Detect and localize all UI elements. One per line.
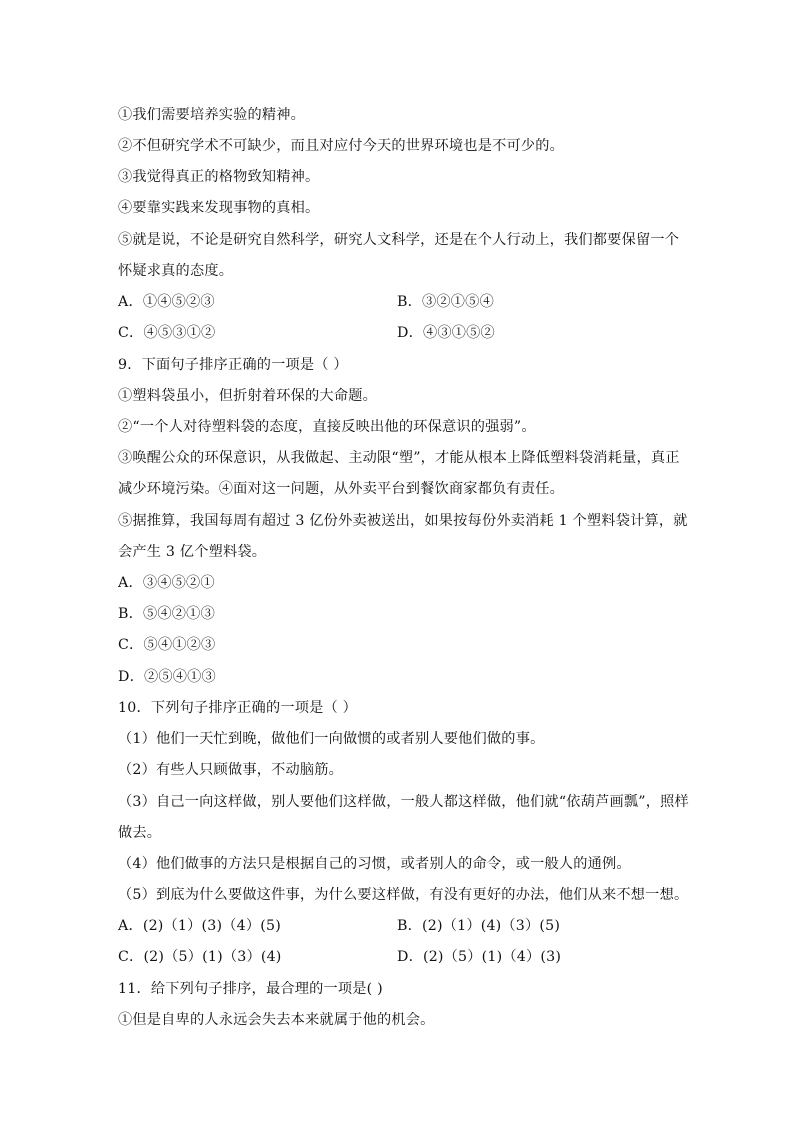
q9-sentence-2: ②“一个人对待塑料袋的态度，直接反映出他的环保意识的强弱”。 (118, 419, 536, 435)
q9-option-a[interactable]: A．③④⑤②① (118, 575, 215, 591)
q10-option-d[interactable]: D．(2)（5）(1)（4）(3) (397, 949, 562, 965)
q8-option-b[interactable]: B．③②①⑤④ (397, 294, 494, 310)
q10-sentence-4: （4）他们做事的方法只是根据自己的习惯，或者别人的命令，或一般人的通例。 (118, 856, 631, 872)
q8-sentence-1: ①我们需要培养实验的精神。 (118, 107, 306, 123)
q8-option-d[interactable]: D．④③①⑤② (397, 325, 495, 341)
q9-sentence-5-cont: 会产生 3 亿个塑料袋。 (118, 544, 267, 560)
q11-stem: 11．给下列句子排序，最合理的一项是( ) (118, 981, 383, 997)
q8-option-c[interactable]: C．④⑤③①② (118, 325, 216, 341)
q10-option-b[interactable]: B．(2)（1）(4)（3）(5) (397, 918, 561, 934)
q8-sentence-5-cont: 怀疑求真的态度。 (118, 263, 234, 279)
q9-sentence-1: ①塑料袋虽小，但折射着环保的大命题。 (118, 388, 377, 404)
q10-option-c[interactable]: C．(2)（5）(1)（3）(4) (118, 949, 282, 965)
q10-sentence-2: （2）有些人只顾做事，不动脑筋。 (118, 762, 344, 778)
q9-sentence-5: ⑤据推算，我国每周有超过 3 亿份外卖被送出，如果按每份外卖消耗 1 个塑料袋计算，就 (118, 513, 688, 529)
q9-option-d[interactable]: D．②⑤④①③ (118, 669, 216, 685)
q11-sentence-1: ①但是自卑的人永远会失去本来就属于他的机会。 (118, 1012, 435, 1028)
q8-option-a[interactable]: A．①④⑤②③ (118, 294, 215, 310)
q10-option-a[interactable]: A．(2)（1）(3)（4）(5) (118, 918, 281, 934)
q8-sentence-3: ③我觉得真正的格物致知精神。 (118, 169, 320, 185)
q9-sentence-3-cont: 减少环境污染。④面对这一问题，从外卖平台到餐饮商家都负有责任。 (118, 481, 565, 497)
q8-sentence-2: ②不但研究学术不可缺少，而且对应付今天的世界环境也是不可少的。 (118, 138, 565, 154)
q9-stem: 9．下面句子排序正确的一项是（ ） (118, 357, 348, 373)
q8-sentence-4: ④要靠实践来发现事物的真相。 (118, 200, 320, 216)
q10-sentence-3: （3）自己一向这样做，别人要他们这样做，一般人都这样做，他们就“依葫芦画瓢”，照样 (118, 794, 689, 810)
q10-sentence-1: （1）他们一天忙到晚，做他们一向做惯的或者别人要他们做的事。 (118, 731, 545, 747)
q10-sentence-5: （5）到底为什么要做这件事，为什么要这样做，有没有更好的办法，他们从来不想一想。 (118, 887, 689, 903)
q8-sentence-5: ⑤就是说，不论是研究自然科学，研究人文科学，还是在个人行动上，我们都要保留一个 (118, 232, 680, 248)
q9-sentence-3: ③唤醒公众的环保意识，从我做起、主动限“塑”，才能从根本上降低塑料袋消耗量，真正 (118, 450, 680, 466)
q10-sentence-3-cont: 做去。 (118, 825, 162, 841)
q9-option-b[interactable]: B．⑤④②①③ (118, 606, 215, 622)
q10-stem: 10．下列句子排序正确的一项是（ ） (118, 700, 357, 716)
q9-option-c[interactable]: C．⑤④①②③ (118, 637, 216, 653)
